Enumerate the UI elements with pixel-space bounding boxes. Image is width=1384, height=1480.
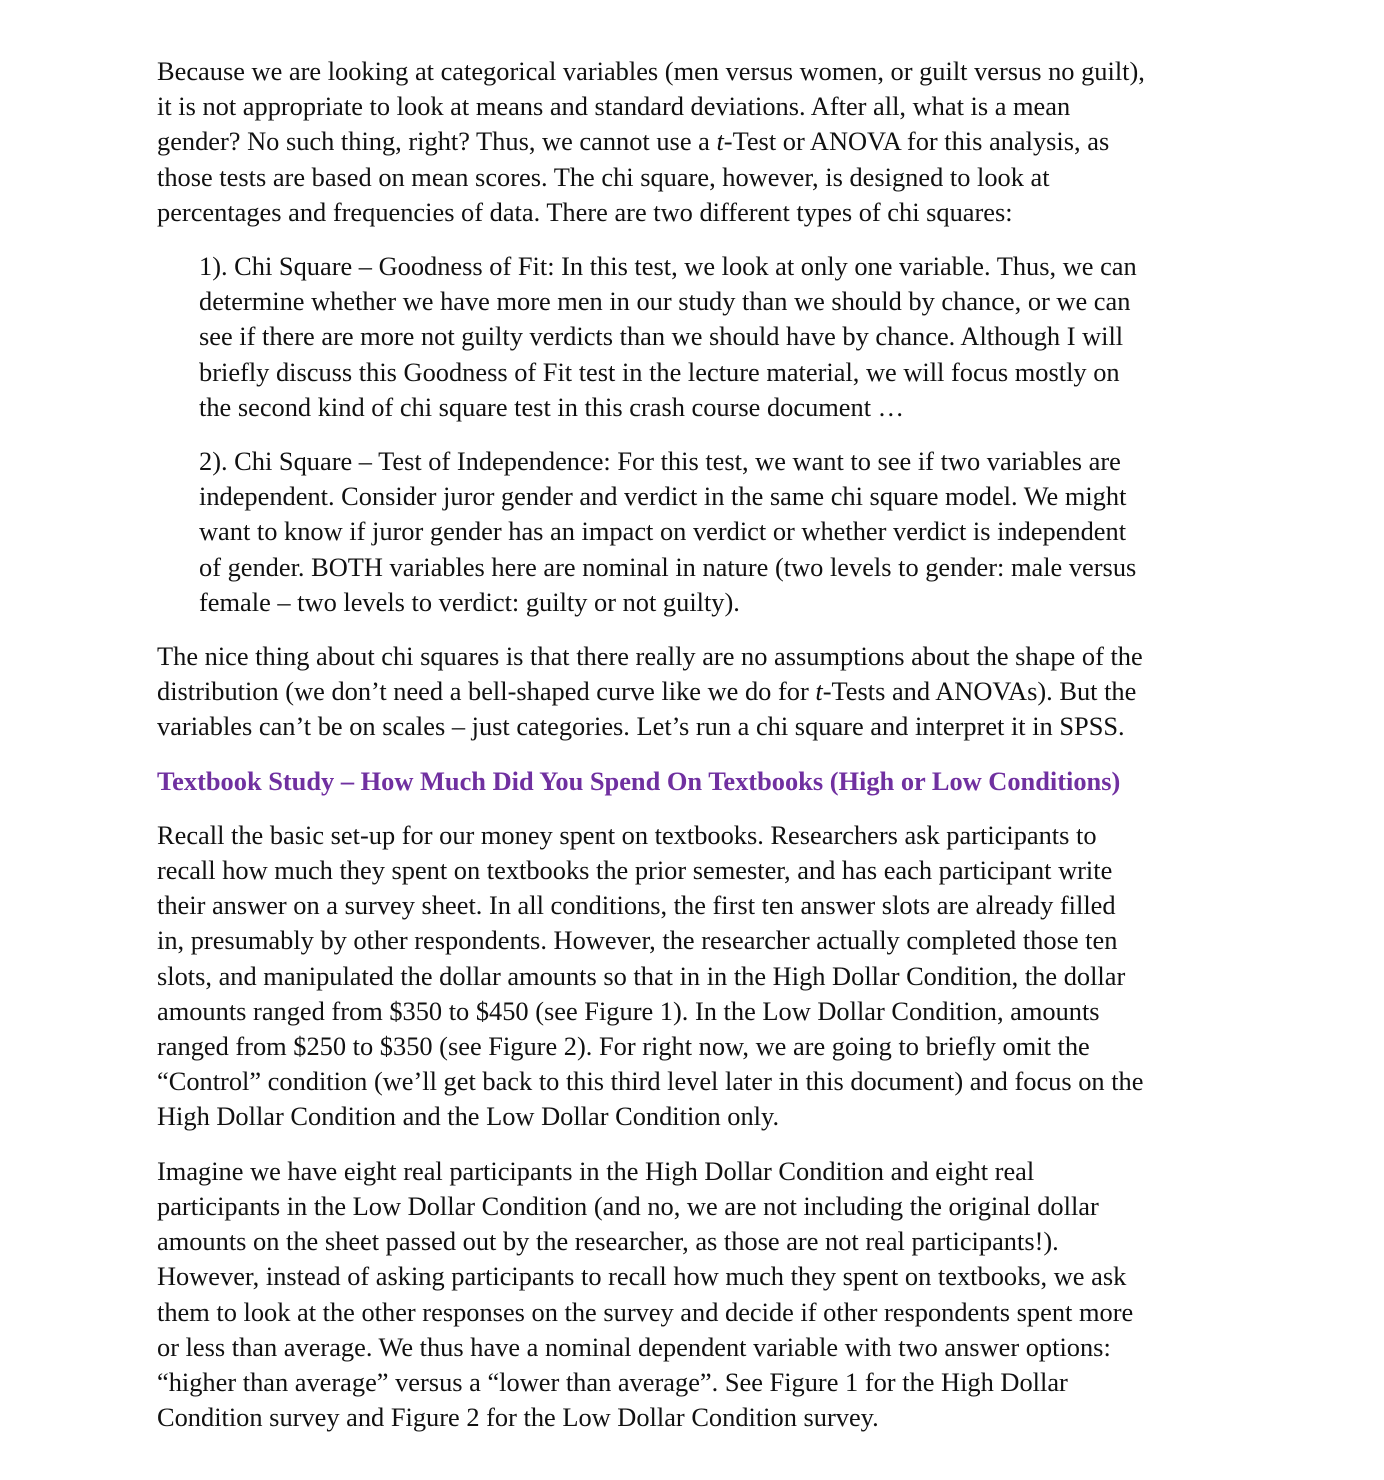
text-run: -Test or ANOVA for this analysis, as: [723, 126, 1110, 157]
text-line: their answer on a survey sheet. In all conditions, the first ten answer slots are already filled: [157, 890, 1116, 921]
text-line: amounts on the sheet passed out by the researcher, as those are not real participants!).: [157, 1226, 1059, 1257]
document-page: [157, 54, 1247, 1454]
text-line: The nice thing about chi squares is that there really are no assumptions about the shape of the: [157, 641, 1143, 672]
goodness-of-fit-item: [199, 249, 1247, 425]
text-line: Because we are looking at categorical variables (men versus women, or guilt versus no guilt),: [157, 56, 1145, 86]
text-line: Imagine we have eight real participants in the High Dollar Condition and eight real: [157, 1155, 1035, 1186]
text-line: in, presumably by other respondents. However, the researcher actually completed those ten: [157, 925, 1118, 956]
text-line: “Control” condition (we’ll get back to this third level later in this document) and focus on the: [157, 1066, 1144, 1097]
text-line: variables can’t be on scales – just categories. Let’s run a chi square and interpret it in SPSS.: [157, 711, 1125, 742]
text-line: the second kind of chi square test in this crash course document …: [199, 391, 905, 422]
text-line: female – two levels to verdict: guilty or not guilty).: [199, 586, 740, 617]
text-line: amounts ranged from $350 to $450 (see Figure 1). In the Low Dollar Condition, amounts: [157, 995, 1100, 1026]
text-line: High Dollar Condition and the Low Dollar Condition only.: [157, 1101, 780, 1132]
text-line: percentages and frequencies of data. There are two different types of chi squares:: [157, 196, 1013, 227]
text-line: Condition survey and Figure 2 for the Low Dollar Condition survey.: [157, 1402, 879, 1433]
text-line: see if there are more not guilty verdicts than we should have by chance. Although I will: [199, 321, 1124, 352]
text-line: [157, 124, 1247, 159]
text-line: recall how much they spent on textbooks the prior semester, and has each participant write: [157, 855, 1113, 886]
text-line: Recall the basic set-up for our money spent on textbooks. Researchers ask participants to: [157, 819, 1097, 850]
text-line: want to know if juror gender has an impact on verdict or whether verdict is independent: [199, 516, 1127, 547]
text-line: independent. Consider juror gender and verdict in the same chi square model. We might: [199, 481, 1127, 512]
text-run: distribution (we don’t need a bell-shaped curve like we do for: [157, 676, 816, 707]
text-line: However, instead of asking participants to recall how much they spent on textbooks, we ask: [157, 1261, 1127, 1292]
text-line: it is not appropriate to look at means and standard deviations. After all, what is a mean: [157, 91, 1071, 122]
text-line: 2). Chi Square – Test of Independence: For this test, we want to see if two variables are: [199, 446, 1121, 477]
text-line: them to look at the other responses on the survey and decide if other respondents spent more: [157, 1296, 1134, 1327]
text-line: “higher than average” versus a “lower than average”. See Figure 1 for the High Dollar: [157, 1366, 1068, 1397]
text-line: of gender. BOTH variables here are nominal in nature (two levels to gender: male versus: [199, 551, 1137, 582]
text-line: determine whether we have more men in our study than we should by chance, or we can: [199, 286, 1131, 317]
italic-t: t: [716, 126, 724, 157]
text-line: ranged from $250 to $350 (see Figure 2). For right now, we are going to briefly omit the: [157, 1031, 1090, 1062]
italic-t: t: [815, 676, 823, 707]
text-line: those tests are based on mean scores. The chi square, however, is designed to look at: [157, 161, 1050, 192]
text-line: slots, and manipulated the dollar amounts so that in in the High Dollar Condition, the dollar: [157, 960, 1126, 991]
text-run: gender? No such thing, right? Thus, we cannot use a: [157, 126, 717, 157]
intro-paragraph: [157, 54, 1247, 230]
assumptions-paragraph: [157, 639, 1247, 745]
text-run: -Tests and ANOVAs). But the: [822, 676, 1137, 707]
text-line: or less than average. We thus have a nominal dependent variable with two answer options:: [157, 1331, 1111, 1362]
text-line: participants in the Low Dollar Condition (and no, we are not including the original dollar: [157, 1190, 1099, 1221]
test-of-independence-item: [199, 444, 1247, 620]
section-heading: Textbook Study – How Much Did You Spend On Textbooks (High or Low Conditions): [157, 765, 1121, 796]
text-line: [157, 674, 1247, 709]
setup-paragraph: [157, 818, 1247, 1135]
text-line: briefly discuss this Goodness of Fit test in the lecture material, we will focus mostly on: [199, 356, 1120, 387]
text-line: 1). Chi Square – Goodness of Fit: In this test, we look at only one variable. Thus, we can: [199, 251, 1137, 282]
participants-paragraph: [157, 1154, 1247, 1436]
